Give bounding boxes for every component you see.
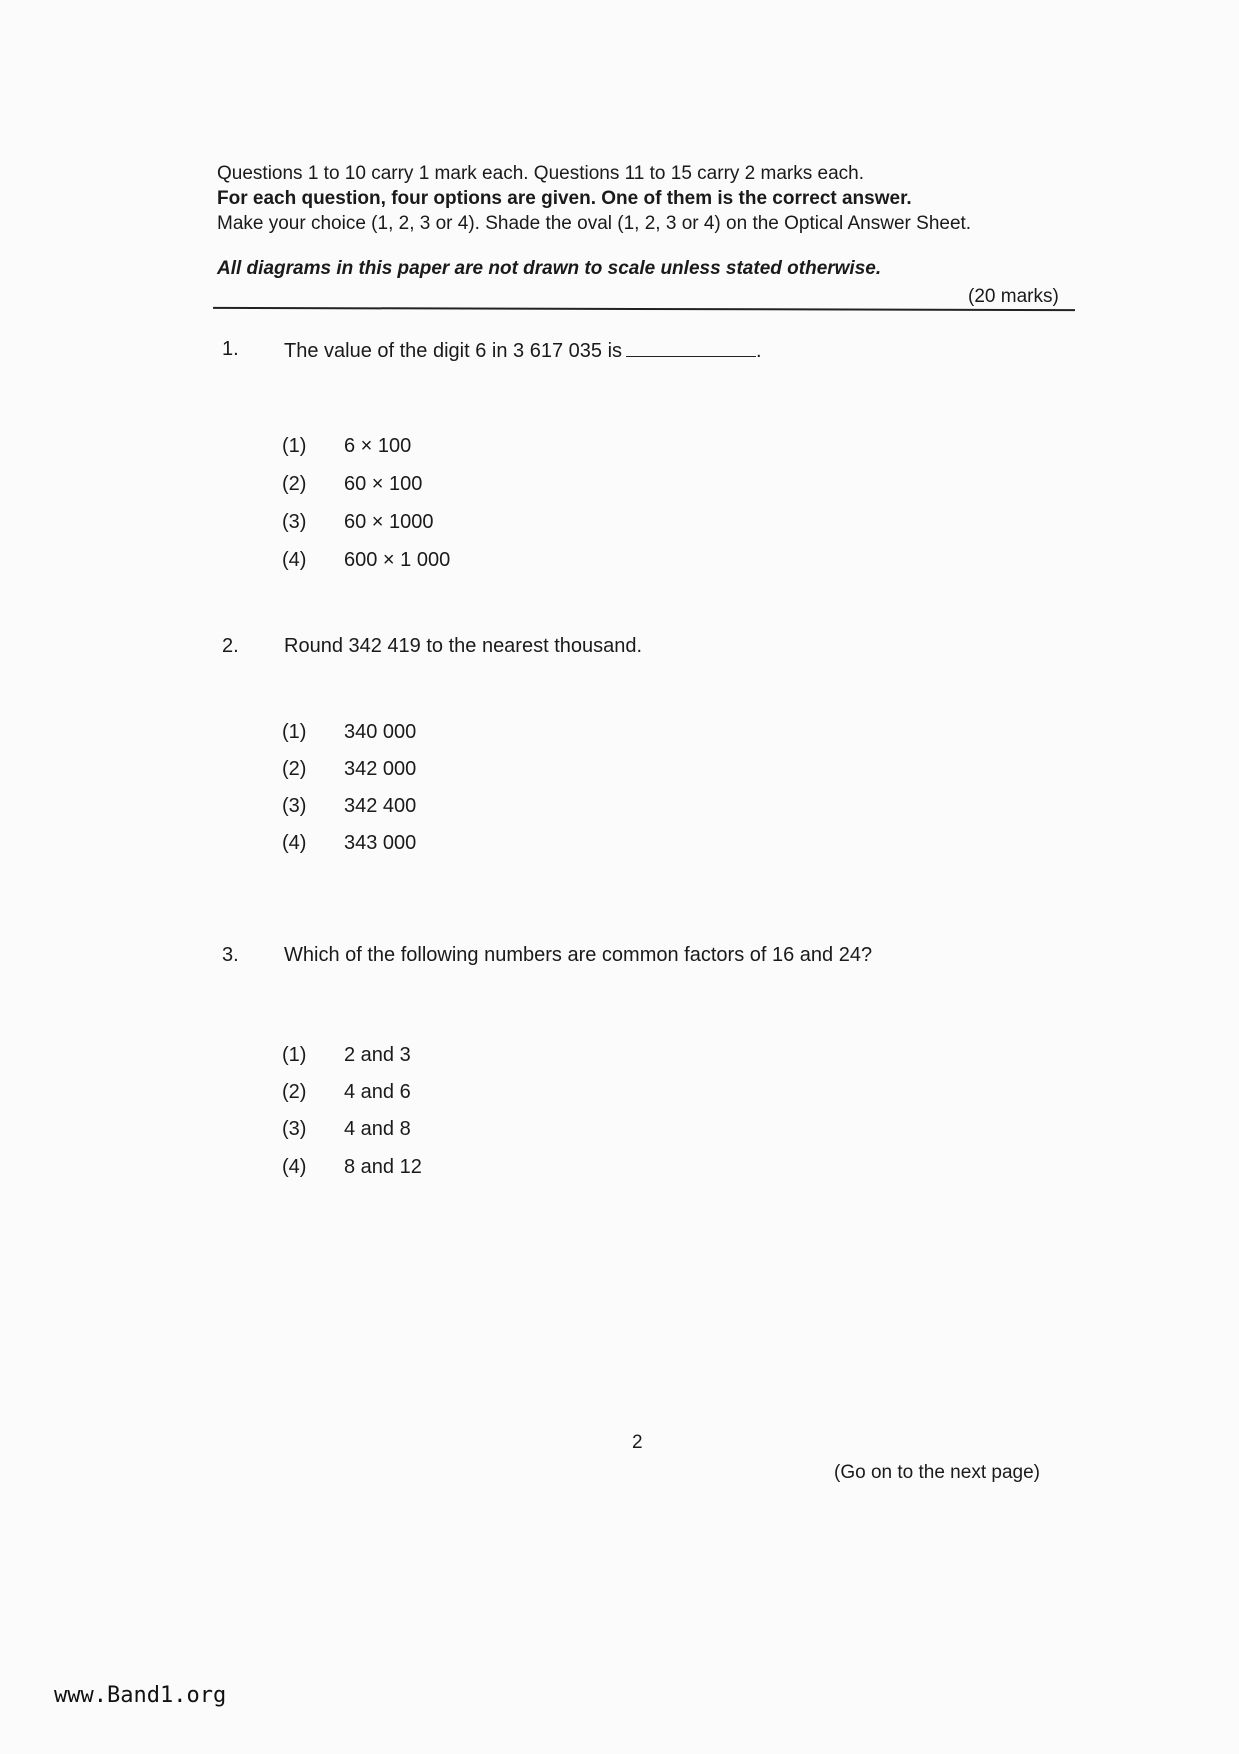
option-1 <box>282 721 416 744</box>
option-2 <box>282 758 416 781</box>
option-3 <box>282 511 434 534</box>
option-text: 4 and 8 <box>344 1118 411 1140</box>
option-label: (4) <box>282 832 307 854</box>
option-text: 342 400 <box>344 795 417 817</box>
question-text-end: . <box>756 340 762 362</box>
option-label: (2) <box>282 473 307 495</box>
watermark: www.Band1.org <box>54 1683 227 1708</box>
option-4 <box>282 832 416 855</box>
option-text: 2 and 3 <box>344 1044 411 1066</box>
option-label: (2) <box>282 758 307 780</box>
option-text: 8 and 12 <box>344 1156 422 1178</box>
option-label: (4) <box>282 549 307 571</box>
instructions-line-2: For each question, four options are given. One of them is the correct answer. <box>217 188 912 209</box>
option-text: 342 000 <box>344 758 417 780</box>
option-text: 60 × 100 <box>344 473 423 495</box>
answer-blank <box>626 338 756 357</box>
option-label: (1) <box>282 435 307 457</box>
option-1 <box>282 435 411 458</box>
question-text: Round 342 419 to the nearest thousand. <box>284 635 643 657</box>
option-2 <box>282 1081 411 1104</box>
question-number: 2. <box>222 635 239 657</box>
option-text: 4 and 6 <box>344 1081 411 1103</box>
option-2 <box>282 473 422 496</box>
option-4 <box>282 1156 422 1179</box>
page-number: 2 <box>632 1432 643 1453</box>
option-text: 343 000 <box>344 832 417 854</box>
option-3 <box>282 795 416 818</box>
option-text: 340 000 <box>344 721 417 743</box>
option-text: 6 × 100 <box>344 435 412 457</box>
question-text-main: The value of the digit 6 in 3 617 035 is <box>284 340 623 362</box>
instructions-line-3: Make your choice (1, 2, 3 or 4). Shade the oval (1, 2, 3 or 4) on the Optical Answer Sheet. <box>217 213 972 234</box>
section-marks: (20 marks) <box>968 286 1059 307</box>
option-3 <box>282 1118 411 1141</box>
question-text: Which of the following numbers are common factors of 16 and 24? <box>284 944 873 966</box>
option-label: (2) <box>282 1081 307 1103</box>
option-1 <box>282 1044 411 1067</box>
question-number: 1. <box>222 338 239 360</box>
section-divider <box>213 307 1075 311</box>
option-text: 600 × 1 000 <box>344 549 451 571</box>
option-label: (4) <box>282 1156 307 1178</box>
instructions-block <box>217 161 1077 236</box>
continue-note: (Go on to the next page) <box>834 1462 1040 1483</box>
instructions-line-1: Questions 1 to 10 carry 1 mark each. Questions 11 to 15 carry 2 marks each. <box>217 163 865 184</box>
option-4 <box>282 549 450 572</box>
option-label: (3) <box>282 511 307 533</box>
question-text <box>284 338 762 363</box>
option-text: 60 × 1000 <box>344 511 434 533</box>
option-label: (1) <box>282 1044 307 1066</box>
option-label: (3) <box>282 795 307 817</box>
diagram-note: All diagrams in this paper are not drawn to scale unless stated otherwise. <box>217 258 882 279</box>
option-label: (3) <box>282 1118 307 1140</box>
question-number: 3. <box>222 944 239 966</box>
option-label: (1) <box>282 721 307 743</box>
